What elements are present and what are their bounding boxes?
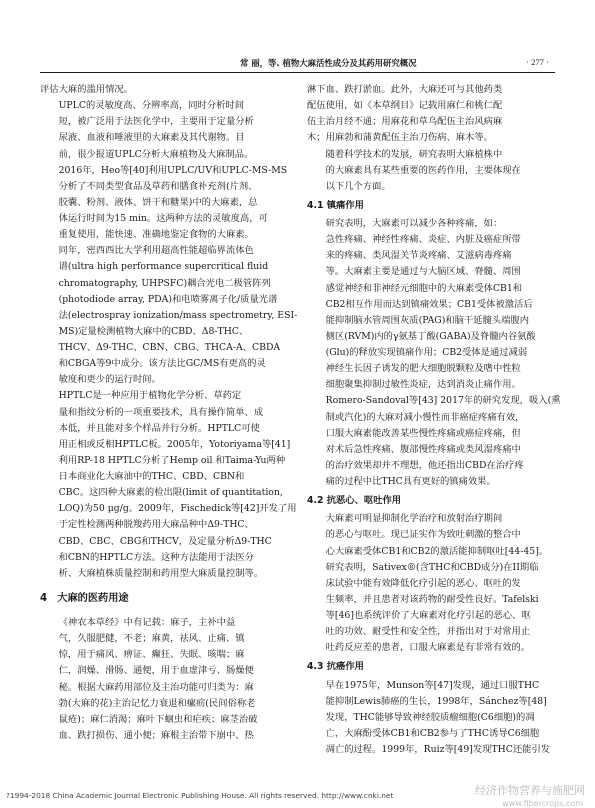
running-header [40,56,555,73]
text-line: 鼠疮)；麻仁消渴；麻叶下蛔虫和疟疾；麻茎治破 [58,713,258,725]
paragraph [307,147,563,195]
section-heading: 4 大麻的医药用途 [40,592,129,604]
text-line: (photodiode array, PDA)和电喷雾离子化/质量光谱 [58,293,278,305]
text-line: 亡，大麻酚受体CB1和CB2参与了THC诱导C6细胞 [325,727,540,739]
text-line: 敏度和更少的运行时间。 [58,374,161,386]
text-line: HPTLC是一种应用于植物化学分析、草药定 [58,390,242,402]
text-line: 神经生长因子诱发的肥大细胞脱颗粒及嗜中性粒 [325,363,521,375]
text-line: 重复使用，能快速、准确地鉴定食物的大麻素。 [58,229,254,241]
text-line: 仁，润燥、滑肠、通便，用于血虚津亏、肠燥便 [58,665,254,677]
text-line: 心大麻素受体CB1和CB2的激活能抑制呕吐[44-45]。 [325,545,549,557]
text-line: 和CBGA等9中成分。该方法比GC/MS有更高的灵 [58,358,266,370]
text-line: UPLC的灵敏度高、分辨率高，同时分析时间 [58,100,245,112]
text-line: 量和指纹分析的一项重要技术，具有操作简单、成 [58,406,264,418]
text-line: 痛的过程中比THC具有更好的镇痛效果。 [325,476,496,487]
text-line: 同年，密西西比大学利用超高性能超临界流体色 [58,245,254,257]
text-line: 侧区(RVM)内的γ氨基丁酸(GABA)及脊髓内谷氨酸 [325,330,536,342]
paragraph-anticancer [307,678,563,759]
text-line: 于定性检测两种脱羧药用大麻品种中Δ9-THC、 [58,519,254,531]
text-line: 分析了不同类型食品及草药和膳食补充剂(片剂、 [58,180,258,192]
text-line: CBC。这四种大麻素的检出限(limit of quantitation, [58,487,283,499]
text-line: 前，很少报道UPLC分析大麻植物及大麻制品。 [58,148,254,160]
text-line: 发现，THC能够导致神经胶质瘤细胞(C6细胞)的凋 [325,711,535,723]
text-line: 来的疼痛、类风湿关节炎疼痛、艾滋病毒疼痛 [325,250,512,262]
text-line: 凋亡的过程。1999年，Ruiz等[49]发现THC还能引发 [325,744,551,755]
text-line: 的大麻素具有某些重要的医药作用，主要体现在 [325,164,521,176]
text-line: 感觉神经和非神经元细胞中的大麻素受体CB1和 [325,282,523,294]
right-column [307,82,563,758]
text-line: 木；用麻勃和蒲黄配伍主治刀伤病、麻木等。 [307,132,493,144]
text-line: 早在1975年，Munson等[47]发现，通过口服THC [325,679,540,691]
paragraph-hptlc [40,388,298,582]
text-line: 以下几个方面。 [325,180,391,192]
page-number: · 277 · [526,57,549,67]
text-line: LOQ)为50 μg/g。2009年，Fischedick等[42]开发了用 [58,503,297,515]
text-line: 谱(ultra high performance supercritical fluid [58,261,269,273]
paragraph [40,82,298,98]
text-line: Romero-Sandoval等[43] 2017年的研究发现，吸入(熏 [325,395,561,407]
text-line: 床试验中能有效降低化疗引起的恶心、呕吐的发 [325,577,521,589]
text-line: 日本商业化大麻油中的THC、CBD、CBN和 [58,471,245,482]
text-line: 气，久服肥健，不老；麻黄，祛风、止痛、镇 [58,633,245,645]
watermark-text: 经济作物营养与施肥网 [475,784,585,797]
text-line: 利用RP-18 HPTLC分析了Hemp oil 和Taima-Yu两种 [58,454,286,466]
text-line: 能抑制Lewis肺癌的生长，1998年，Sánchez等[48] [325,695,547,707]
text-line: 用正相或反相HPTLC板。2005年，Yotoriyama等[41] [58,438,291,450]
text-line: 秘。根据大麻药用部位及主治功能可归类为：麻 [58,681,254,693]
text-line: 吐药反应差的患者，口服大麻素是有非常有效的。 [325,642,531,654]
text-line: (Glu)的释放实现镇痛作用；CB2受体是通过减弱 [325,347,528,358]
paragraph-antiemetic [307,511,563,656]
text-line: 和CBN的HPTLC方法。这种方法能用于法医分 [58,551,254,563]
paragraph [307,82,563,147]
text-line: 《神农本草经》中有记载：麻子，主补中益 [58,617,236,628]
text-line: 吐的功效、耐受性和安全性，并指出对于对常用止 [325,626,531,638]
subsection-heading-antiemetic: 4.2 抗恶心、呕吐作用 [307,495,402,507]
text-line: THCV、Δ9-THC、CBN、CBG、THCA-A、CBDA [58,342,281,353]
text-line: 析、大麻植株质量控制和药用型大麻质量控制等。 [58,567,264,579]
paragraph-analgesic [307,216,563,490]
subsection-heading-anticancer: 4.3 抗癌作用 [307,661,364,673]
text-line: 惊，用于痛风、痹证、癫狂、失眠、咳喘；麻 [58,649,245,661]
running-title: 常 丽，等. 植物大麻活性成分及其药用研究概况 [240,58,417,68]
text-line: 的治疗效果却并不理想，他还指出CBD在治疗疼 [325,459,524,471]
text-line: 2016年，Heo等[40]利用UPLC/UV和UPLC-MS-MS [58,164,288,176]
text-line: 等。大麻素主要是通过与大脑区域、脊髓、周围 [325,266,521,278]
text-line: 胶囊、粉剂、液体、饼干和糖果)中的大麻素，总 [58,196,258,208]
subsection-heading-analgesic: 4.1 镇痛作用 [307,199,364,211]
text-line: CB2相互作用而达到镇痛效果；CB1受体被激活后 [325,298,533,310]
text-line: 勃(大麻的花)主治记忆力衰退和瘰疬(民间俗称老 [58,697,256,709]
text-line: 生频率，并且患者对该药物的耐受性良好。Tafelski [325,593,539,605]
text-line: 等[46]也系统评价了大麻素对化疗引起的恶心、呕 [325,610,531,621]
text-line: 能抑制脑水管周围灰质(PAG)和脑干延髓头端腹内 [325,314,530,326]
text-line: CBD、CBC、CBG和THCV，及定量分析Δ9-THC [58,535,272,547]
text-line: 研究表明，大麻素可以减少各种疼痛，如： [325,218,503,229]
text-line: 血、跌打损伤、通小便；麻根主治带下崩中、热 [58,729,254,741]
text-line: chromatography, UHPSFC)耦合光电二极管阵列 [58,277,271,289]
text-line: 制或汽化)的大麻对减小慢性而非癌症疼痛有效， [325,411,525,423]
text-line: 大麻素可明显抑制化学治疗和放射治疗期间 [325,513,503,525]
text-line: 的恶心与呕吐。现已证实作为致吐刺激的整合中 [325,529,521,541]
text-line: 研究表明，Sativex®(含THC和CBD成分)在II期临 [325,561,539,573]
text-line: MS)定量检测植物大麻中的CBD、Δ8-THC、 [58,325,249,337]
text-line: 配伍使用，如《本草纲目》记载用麻仁和桃仁配 [307,100,503,112]
text-line: 淋下血、跌打淤血。此外，大麻还可与其他药类 [307,84,503,95]
text-line: 法(electrospray ionization/mass spectrometry, ESI- [58,309,298,321]
left-column [40,82,298,744]
paragraph-medicinal [40,615,298,744]
copyright-footer: ?1994-2018 China Academic Journal Electronic Publishing House. All rights reserved. http://www.cnki.net [6,791,394,800]
text-line: 口服大麻素能改善某些慢性疼痛或癌症疼痛，但 [325,427,521,439]
text-line: 细胞聚集抑制过敏性炎症，达到消炎止痛作用。 [325,379,521,391]
text-line: 体运行时间为15 min。这两种方法的灵敏度高，可 [58,213,268,224]
watermark-url: www.fibercrops.com [502,799,583,808]
text-line: 短，被广泛用于法医化学中，主要用于定量分析 [58,116,254,128]
paragraph-uplc [40,98,298,388]
text-line: 急性疼痛、神经性疼痛、炎症、内脏及癌症所带 [325,234,521,246]
text-line: 尿液、血液和唾液里的大麻素及其代谢物。目 [58,132,245,144]
text-line: 本低，并且能对多个样品并行分析。HPTLC可使 [58,422,260,434]
text-line: 伍主治月经不通；用麻花和草乌配伍主治风病麻 [307,116,503,128]
text-line: 对术后急性疼痛、腹部慢性疼痛或类风湿疼痛中 [325,443,521,455]
text-line: 随着科学技术的发展，研究表明大麻植株中 [325,148,503,160]
text-line: 评估大麻的滥用情况。 [40,84,133,95]
